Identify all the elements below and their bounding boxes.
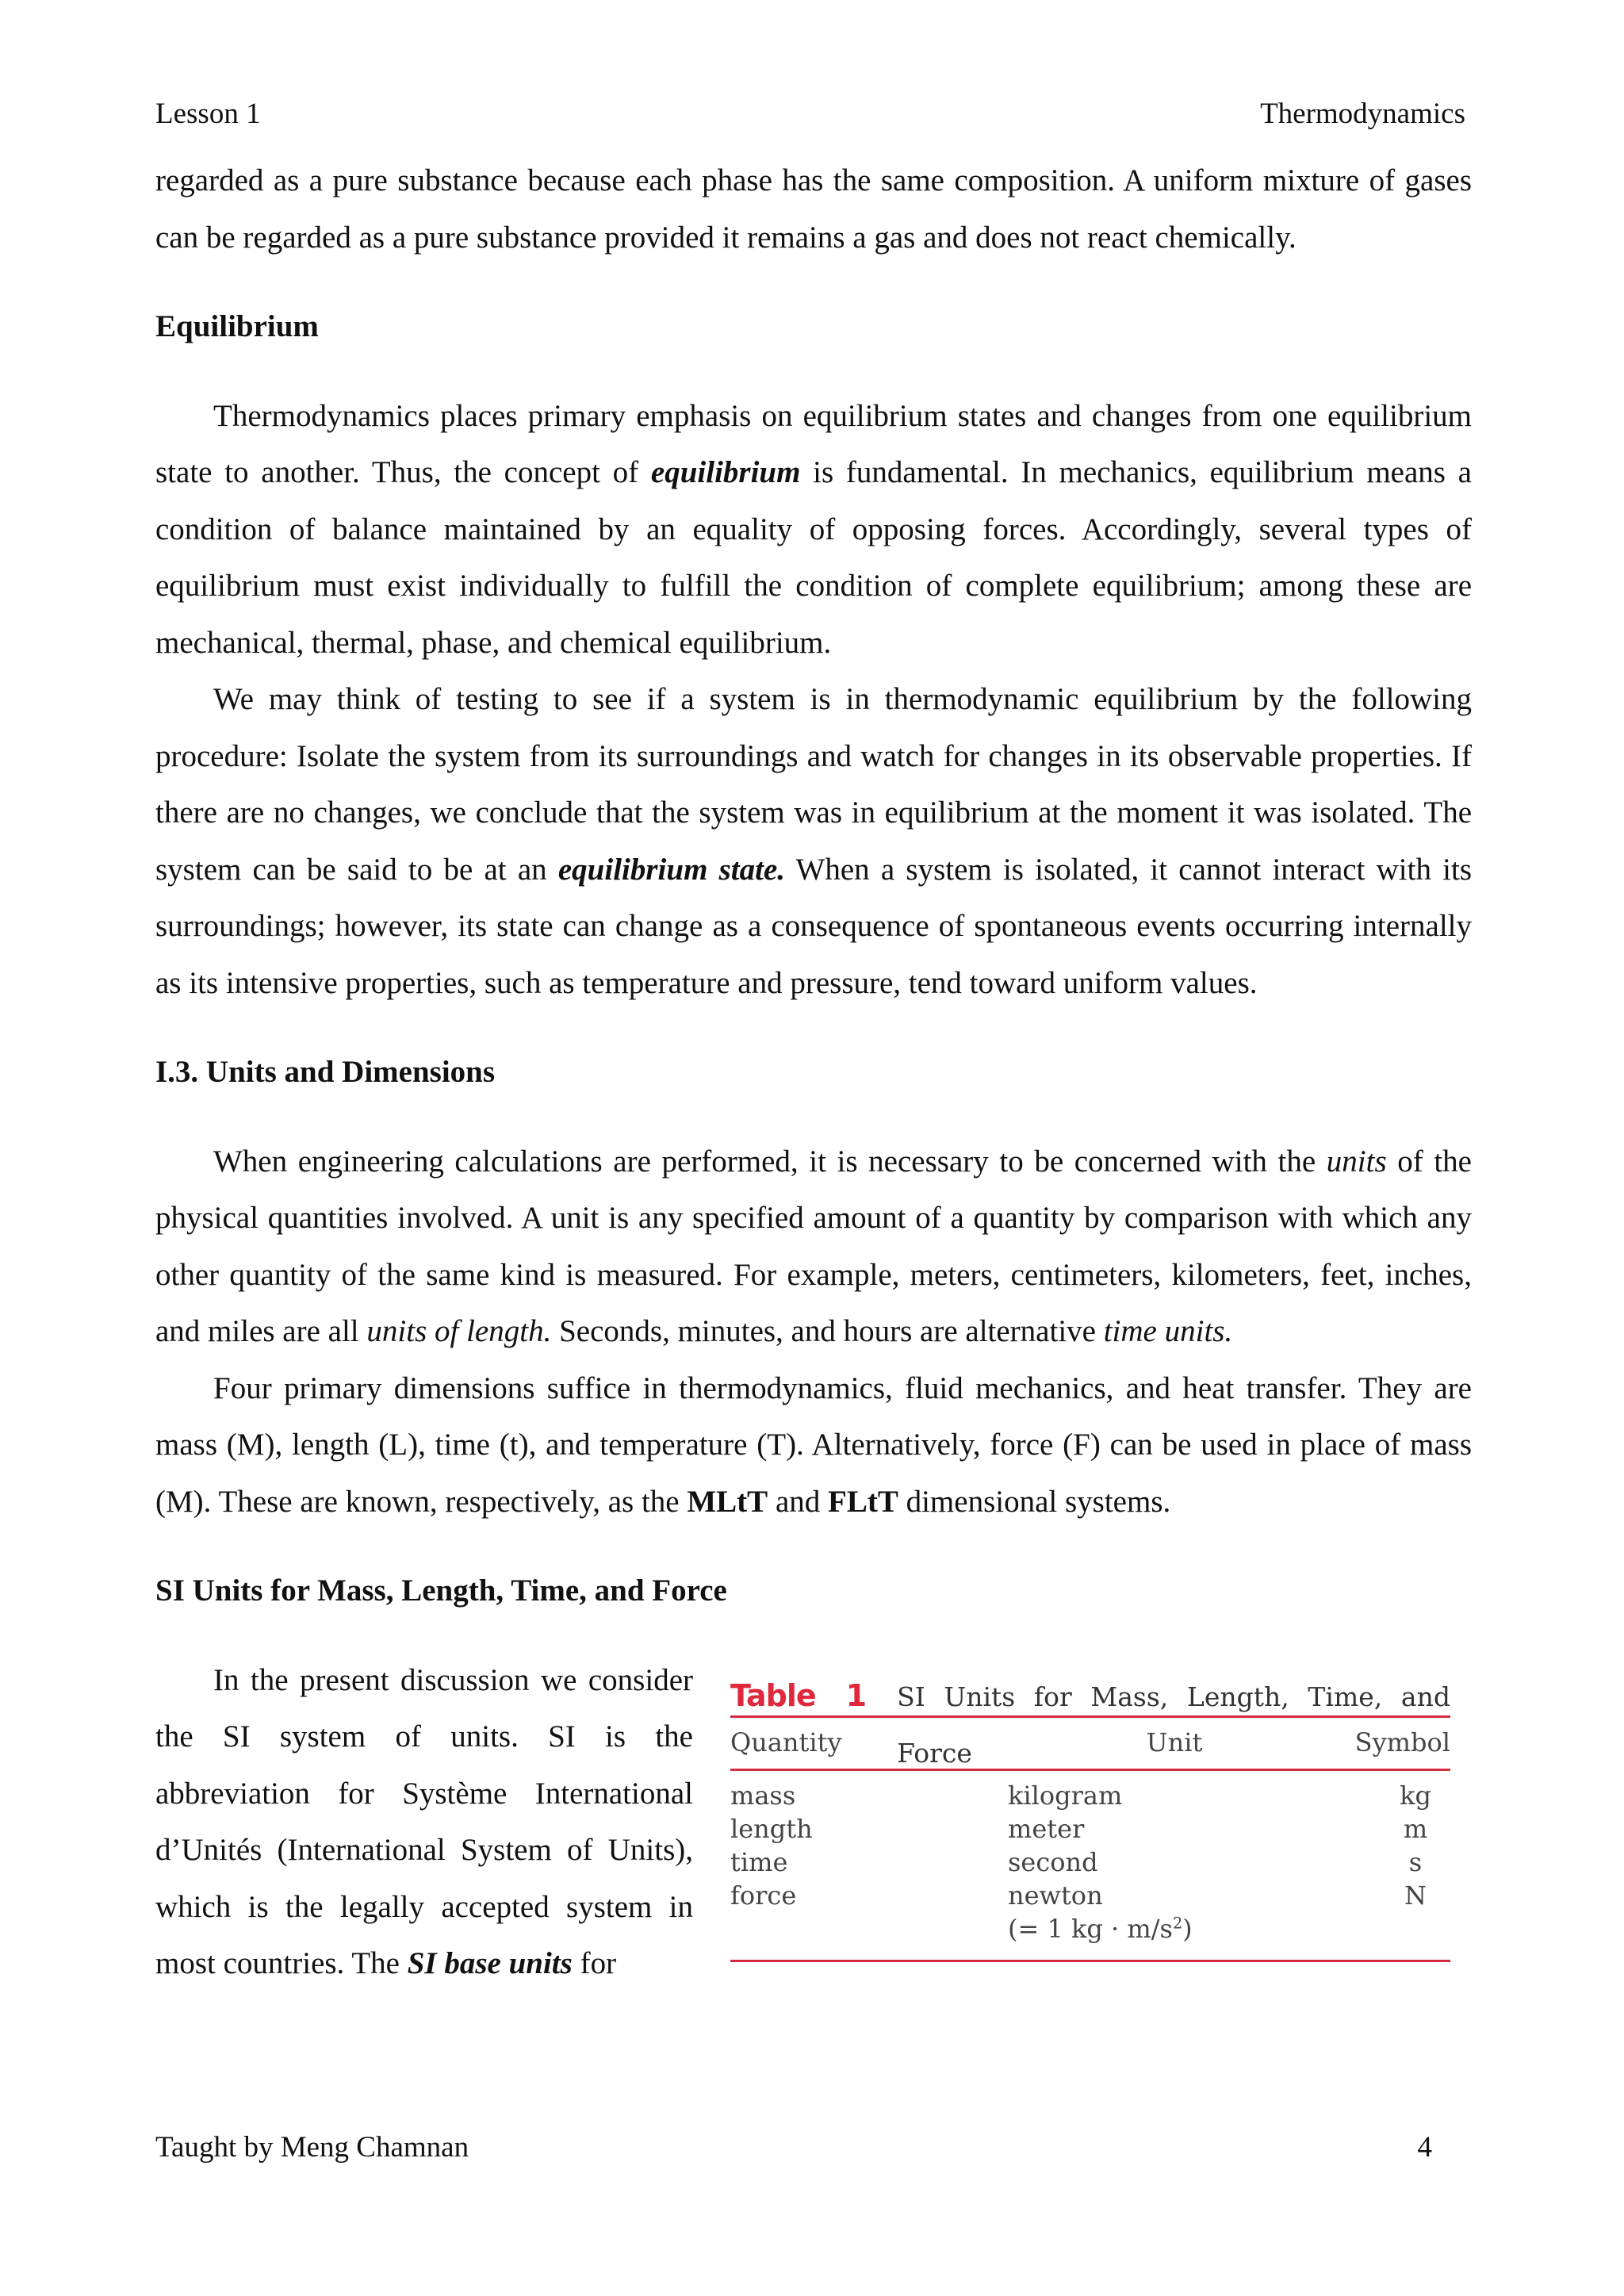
header-subject: Thermodynamics bbox=[1260, 98, 1465, 130]
table-caption: SI Units for Mass, Length, Time, and Force bbox=[897, 1681, 1450, 1769]
cell-quantity: length bbox=[730, 1813, 813, 1844]
equilibrium-paragraph-2: We may think of testing to see if a system is in thermodynamic equilibrium by the following procedure: Isolate the system from its surroundings and watch for changes in its observable properties. If there are no changes, we conclude that the system was in equilibrium at the moment it was isolated. The system can be said to be at an equilibrium state. When a system is isolated, it cannot interact with its surroundings; however, its state can change as a consequence of spontaneous events occurring internally as its intensive properties, such as temperature and pressure, tend toward uniform values. bbox=[155, 682, 1472, 1000]
si-paragraph: In the present discussion we consider the SI system of units. SI is the abbreviation for Système International d’Unités (International System of Units), which is the legally accepted system in most countries. The SI base units for bbox=[155, 1662, 693, 1980]
table-row bbox=[730, 1812, 1450, 1846]
cell-quantity: force bbox=[730, 1880, 797, 1911]
cell-quantity: time bbox=[730, 1846, 788, 1877]
cell-symbol: N bbox=[1404, 1880, 1427, 1911]
term-units-of-length: units of length. bbox=[366, 1314, 552, 1348]
intro-paragraph: regarded as a pure substance because each phase has the same composition. A uniform mixture of gases can be regarded as a pure substance provided it remains a gas and does not react chemically. bbox=[155, 163, 1472, 255]
table-body bbox=[730, 1771, 1450, 1960]
term-mltt: MLtT bbox=[687, 1484, 768, 1519]
table-row bbox=[730, 1879, 1450, 1912]
column-header-quantity: Quantity bbox=[730, 1727, 842, 1757]
cell-unit: meter bbox=[1008, 1813, 1085, 1844]
si-units-table bbox=[730, 1668, 1450, 1962]
equilibrium-paragraph-1: Thermodynamics places primary emphasis on equilibrium states and changes from one equilibrium state to another. Thus, the concept of equilibrium is fundamental. In mechanics, equilibrium means a condition of balance maintained by an equality of opposing forces. Accordingly, several types of equilibrium must exist individually to fulfill the condition of complete equilibrium; among these are mechanical, thermal, phase, and chemical equilibrium. bbox=[155, 398, 1472, 660]
cell-symbol: s bbox=[1408, 1846, 1423, 1877]
page-footer bbox=[155, 2130, 1432, 2164]
table-row bbox=[730, 1846, 1450, 1879]
column-header-unit: Unit bbox=[1146, 1727, 1203, 1757]
page-number: 4 bbox=[1417, 2131, 1432, 2164]
term-fltt: FLtT bbox=[828, 1484, 898, 1519]
term-equilibrium: equilibrium bbox=[650, 455, 801, 489]
page-header bbox=[155, 97, 1465, 131]
table-header-row bbox=[730, 1718, 1450, 1769]
column-header-symbol: Symbol bbox=[1354, 1727, 1450, 1757]
term-si-base-units: SI base units bbox=[407, 1946, 573, 1980]
section-heading-units: I.3. Units and Dimensions bbox=[155, 1055, 496, 1089]
units-paragraph-1: When engineering calculations are performed, it is necessary to be concerned with the units of the physical quantities involved. A unit is any specified amount of a quantity by comparison with which any other quantity of the same kind is measured. For example, meters, centimeters, kilometers, feet, inches, and miles are all units of length. Seconds, minutes, and hours are alternative time units. bbox=[155, 1144, 1472, 1348]
table-number: 1 bbox=[845, 1677, 868, 1713]
section-heading-equilibrium: Equilibrium bbox=[155, 309, 319, 343]
table-label: Table bbox=[730, 1677, 816, 1713]
page-body bbox=[155, 152, 1472, 1992]
cell-symbol: m bbox=[1403, 1813, 1428, 1844]
term-units: units bbox=[1326, 1144, 1387, 1179]
cell-symbol: kg bbox=[1400, 1780, 1431, 1811]
table-row bbox=[730, 1779, 1450, 1812]
term-equilibrium-state: equilibrium state. bbox=[557, 852, 786, 887]
cell-unit: newton bbox=[1008, 1880, 1103, 1911]
units-paragraph-2: Four primary dimensions suffice in thermodynamics, fluid mechanics, and heat transfer. They are mass (M), length (L), time (t), and temperature (T). Alternatively, force (F) can be used in place of mass (M). These are known, respectively, as the MLtT and FLtT dimensional systems. bbox=[155, 1370, 1472, 1519]
cell-unit: second bbox=[1008, 1846, 1098, 1877]
term-time-units: time units. bbox=[1103, 1314, 1233, 1348]
table-row-note bbox=[730, 1912, 1450, 1945]
cell-quantity: mass bbox=[730, 1780, 796, 1811]
section-heading-si-units: SI Units for Mass, Length, Time, and Force bbox=[155, 1573, 727, 1608]
si-section bbox=[155, 1652, 1472, 1992]
header-lesson: Lesson 1 bbox=[155, 98, 261, 130]
footer-author: Taught by Meng Chamnan bbox=[155, 2131, 469, 2164]
cell-unit: kilogram bbox=[1008, 1780, 1123, 1811]
newton-definition: (= 1 kg · $m/s^2$) bbox=[1008, 1913, 1193, 1944]
table-bottom-rule bbox=[730, 1960, 1450, 1962]
